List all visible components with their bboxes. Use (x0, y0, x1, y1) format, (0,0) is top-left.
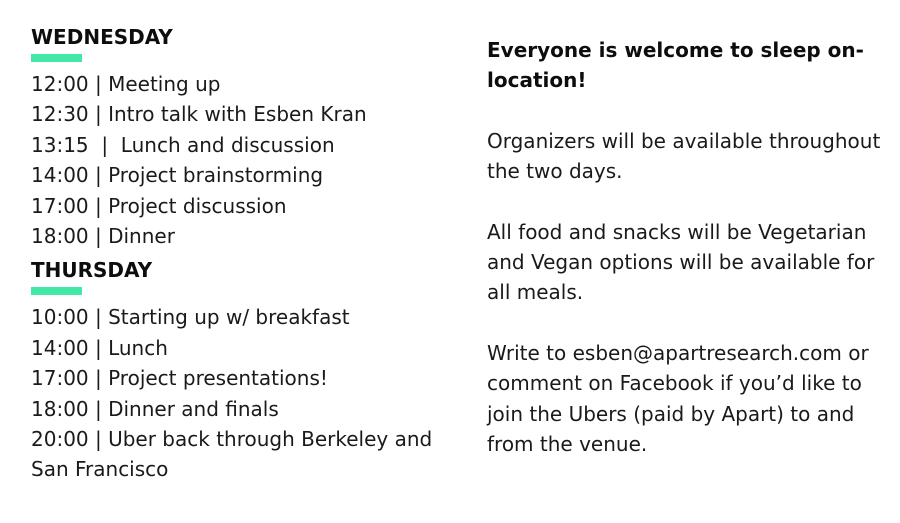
schedule-item: 13:15 | Lunch and discussion (31, 132, 335, 157)
wednesday-section (31, 24, 471, 251)
sleep-note: Everyone is welcome to sleep on-location! (487, 38, 864, 93)
schedule-item: 14:00 | Lunch (31, 335, 168, 360)
schedule-column (31, 24, 471, 485)
wednesday-heading: WEDNESDAY (31, 25, 173, 49)
thursday-schedule-list (31, 302, 471, 484)
schedule-item: 17:00 | Project discussion (31, 193, 287, 218)
thursday-heading: THURSDAY (31, 258, 153, 283)
thursday-accent-bar (31, 287, 82, 295)
schedule-item: 12:30 | Intro talk with Esben Kran (31, 102, 367, 127)
contact-note: Write to esben@apartresearch.com or comment on Facebook if you’d like to join the Ubers (paid by Apart) to and from the venue. (487, 340, 869, 457)
organizers-note: Organizers will be available throughout the two days. (487, 128, 881, 184)
schedule-item: 17:00 | Project presentations! (31, 366, 328, 391)
schedule-item: 10:00 | Starting up w/ breakfast (31, 305, 350, 330)
thursday-section (31, 257, 471, 484)
schedule-item: 20:00 | Uber back through Berkeley and San Francisco (31, 427, 433, 482)
schedule-item: 18:00 | Dinner (31, 224, 175, 249)
schedule-item: 14:00 | Project brainstorming (31, 163, 324, 188)
food-note: All food and snacks will be Vegetarian and Vegan options will be available for all meals. (487, 219, 875, 305)
schedule-item: 18:00 | Dinner and finals (31, 396, 279, 421)
wednesday-accent-bar (31, 54, 82, 62)
schedule-item: 12:00 | Meeting up (31, 72, 221, 96)
wednesday-schedule-list (31, 69, 471, 251)
info-column (487, 35, 887, 489)
